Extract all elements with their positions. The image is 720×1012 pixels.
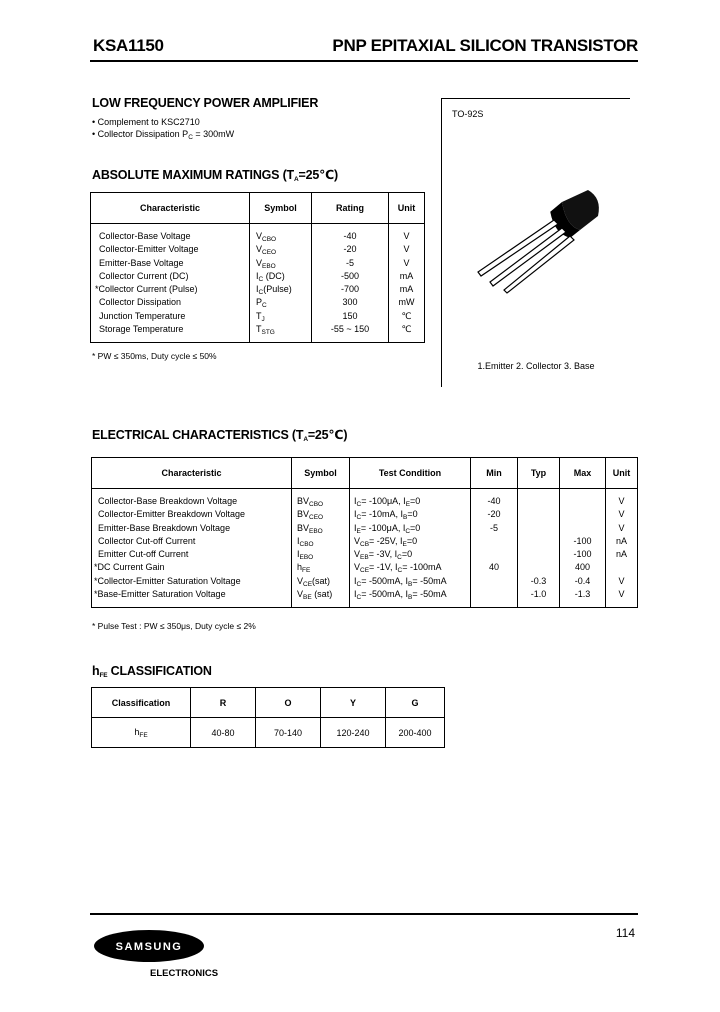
elec-max: -1.3 <box>574 589 591 600</box>
abs-max-heading: ABSOLUTE MAXIMUM RATINGS $(T_A=25℃)$ <box>92 168 339 183</box>
abs-rating: -55 ~ 150 <box>330 324 370 335</box>
abs-sym: $V_{CEO}$ <box>256 244 277 257</box>
document-title: PNP EPITAXIAL SILICON TRANSISTOR <box>332 36 638 55</box>
elec-unit: V <box>618 575 625 586</box>
abs-char-col <box>91 224 250 343</box>
elec-sym: $h_{FE}$ <box>297 562 311 575</box>
elec-typ <box>520 535 557 548</box>
col-test-condition: Test Condition <box>350 458 471 489</box>
brand-text: SAMSUNG <box>115 941 183 953</box>
elec-unit: nA <box>615 549 627 560</box>
elec-note: * Pulse Test : PW ≤ 350μs, Duty cycle ≤ 2% <box>92 621 256 631</box>
elec-typ <box>520 561 557 574</box>
bottom-rule <box>90 913 638 915</box>
package-pinout: 1.Emitter 2. Collector 3. Base <box>477 361 595 371</box>
part-number: KSA1150 <box>93 36 164 55</box>
elec-min: -5 <box>489 522 498 533</box>
col-symbol: Symbol <box>250 193 312 224</box>
application-heading: LOW FREQUENCY POWER AMPLIFIER <box>92 96 319 110</box>
col-characteristic: Characteristic <box>91 193 250 224</box>
abs-rating: -40 <box>343 231 357 241</box>
abs-unit-col <box>389 224 425 343</box>
elec-sym: $V_{CE}(sat)$ <box>297 575 331 588</box>
abs-sym: $P_C$ <box>256 297 267 310</box>
abs-rating: 150 <box>342 310 358 321</box>
elec-min <box>473 535 515 548</box>
elec-min-col <box>471 489 518 608</box>
abs-max-table <box>90 192 425 343</box>
samsung-logo <box>93 928 205 964</box>
elec-cond: $I_C= -500mA$, $I_B= -50mA$ <box>354 575 447 588</box>
elec-unit: V <box>618 496 625 506</box>
elec-typ <box>520 495 557 508</box>
hfe-row-label: $h_{FE}$ <box>92 718 191 748</box>
abs-unit: mA <box>399 270 414 281</box>
elec-table <box>91 457 638 608</box>
abs-char: Emitter-Base Voltage <box>99 257 184 268</box>
abs-char: *Collector Current (Pulse) <box>95 284 198 295</box>
elec-cond: $V_{CB}= -25V$, $I_E=0$ <box>354 535 418 548</box>
elec-unit: nA <box>615 535 627 546</box>
elec-sym: $I_{CBO}$ <box>297 535 314 548</box>
package-name: TO-92S <box>452 109 484 119</box>
page-number: 114 <box>615 926 635 940</box>
elec-typ <box>520 508 557 521</box>
package-box <box>441 98 630 387</box>
col-symbol: Symbol <box>292 458 350 489</box>
elec-unit: V <box>618 589 625 600</box>
elec-char: *Base-Emitter Saturation Voltage <box>94 589 226 600</box>
hfe-value-o: 70-140 <box>256 718 321 748</box>
elec-max: 400 <box>574 562 591 573</box>
abs-max-note: * PW ≤ 350ms, Duty cycle ≤ 50% <box>92 351 217 361</box>
hfe-col-g: G <box>386 688 445 718</box>
abs-rating: -500 <box>340 270 359 281</box>
elec-min: 40 <box>488 562 499 573</box>
hfe-col-y: Y <box>321 688 386 718</box>
abs-unit: ℃ <box>401 324 412 335</box>
abs-rating: -5 <box>345 257 354 268</box>
elec-min: -20 <box>487 509 501 520</box>
abs-sym: $V_{EBO}$ <box>256 257 276 270</box>
hfe-heading: $h_{FE}$ CLASSIFICATION <box>92 664 212 679</box>
elec-min: -40 <box>487 496 501 506</box>
elec-cond-col <box>350 489 471 608</box>
abs-unit: mW <box>398 297 415 308</box>
abs-rating-col <box>312 224 389 343</box>
hfe-value-g: 200-400 <box>398 727 432 738</box>
hfe-value-y: 120-240 <box>321 718 386 748</box>
abs-unit: ℃ <box>401 310 412 321</box>
elec-char: Collector Cut-off Current <box>98 535 196 546</box>
elec-typ: -1.0 <box>530 589 547 600</box>
elec-cond: $I_E= -100\mu A$, $I_C=0$ <box>354 522 421 535</box>
elec-char: *Collector-Emitter Saturation Voltage <box>94 575 241 586</box>
elec-min <box>473 575 515 588</box>
elec-min <box>473 548 515 561</box>
elec-char-col <box>92 489 292 608</box>
col-unit: Unit <box>389 193 425 224</box>
abs-unit: V <box>403 257 410 268</box>
bullet-complement: • Complement to KSC2710 <box>92 117 200 127</box>
brand-subtitle: ELECTRONICS <box>150 968 219 979</box>
elec-sym-col <box>292 489 350 608</box>
bullet-dissipation: • Collector Dissipation $P_C = 300mW$ <box>92 129 235 141</box>
elec-unit <box>608 561 635 574</box>
elec-unit-col <box>606 489 638 608</box>
col-rating: Rating <box>312 193 389 224</box>
abs-unit: V <box>403 231 410 241</box>
elec-max-col <box>560 489 606 608</box>
elec-unit: V <box>618 522 625 533</box>
elec-max <box>562 522 603 535</box>
abs-char: Collector-Base Voltage <box>99 231 191 241</box>
hfe-col-classification: Classification <box>92 688 191 718</box>
abs-char: Collector Dissipation <box>99 297 182 308</box>
elec-heading: ELECTRICAL CHARACTERISTICS $(T_A=25℃)$ <box>92 428 348 443</box>
col-typ: Typ <box>518 458 560 489</box>
elec-sym: $BV_{CBO}$ <box>297 496 324 508</box>
elec-typ <box>520 522 557 535</box>
elec-typ-col <box>518 489 560 608</box>
elec-cond: $V_{EB}= -3V$, $I_C=0$ <box>354 549 413 562</box>
abs-char: Collector-Emitter Voltage <box>99 244 199 255</box>
elec-sym: $BV_{EBO}$ <box>297 522 323 535</box>
hfe-table <box>91 687 445 748</box>
abs-unit: V <box>403 244 410 255</box>
elec-sym: $BV_{CEO}$ <box>297 509 324 522</box>
elec-char: *DC Current Gain <box>94 562 165 573</box>
abs-sym: $I_C$ (DC) <box>256 270 285 283</box>
elec-unit: V <box>618 509 625 520</box>
elec-max <box>562 495 603 508</box>
top-rule <box>90 60 638 62</box>
col-characteristic: Characteristic <box>92 458 292 489</box>
abs-rating: 300 <box>342 297 358 308</box>
elec-typ: -0.3 <box>530 575 547 586</box>
hfe-col-o: O <box>256 688 321 718</box>
elec-cond: $I_C= -500mA$, $I_B= -50mA$ <box>354 589 447 602</box>
elec-char: Emitter Cut-off Current <box>98 549 189 560</box>
elec-char: Collector-Base Breakdown Voltage <box>98 496 238 506</box>
abs-sym: $T_{STG}$ <box>256 324 275 337</box>
abs-unit: mA <box>399 284 414 295</box>
elec-char: Collector-Emitter Breakdown Voltage <box>98 509 246 520</box>
elec-max: -0.4 <box>574 575 591 586</box>
abs-rating: -20 <box>343 244 357 255</box>
abs-rating: -700 <box>340 284 359 295</box>
elec-sym: $V_{BE}$ (sat) <box>297 589 333 602</box>
abs-sym: $I_C(Pulse)$ <box>256 284 292 297</box>
elec-cond: $V_{CE}= -1V$, $I_C= -100mA$ <box>354 562 442 575</box>
hfe-value-r: 40-80 <box>191 718 256 748</box>
abs-char: Collector Current (DC) <box>99 270 189 281</box>
elec-cond: $I_C= -10mA$, $I_B=0$ <box>354 509 418 522</box>
abs-char: Junction Temperature <box>99 310 186 321</box>
elec-typ <box>520 548 557 561</box>
elec-char: Emitter-Base Breakdown Voltage <box>98 522 231 533</box>
col-max: Max <box>560 458 606 489</box>
elec-cond: $I_C= -100\mu A$, $I_E=0$ <box>354 496 421 508</box>
abs-sym-col <box>250 224 312 343</box>
hfe-col-r: R <box>191 688 256 718</box>
abs-sym: $T_J$ <box>256 310 265 323</box>
elec-min <box>473 588 515 601</box>
col-unit: Unit <box>606 458 638 489</box>
elec-sym: $I_{EBO}$ <box>297 549 314 562</box>
elec-max: -100 <box>573 549 592 560</box>
transistor-package-drawing <box>470 184 610 294</box>
abs-char: Storage Temperature <box>99 324 184 335</box>
col-min: Min <box>471 458 518 489</box>
elec-max: -100 <box>573 535 592 546</box>
abs-sym: $V_{CBO}$ <box>256 231 277 243</box>
elec-max <box>562 508 603 521</box>
